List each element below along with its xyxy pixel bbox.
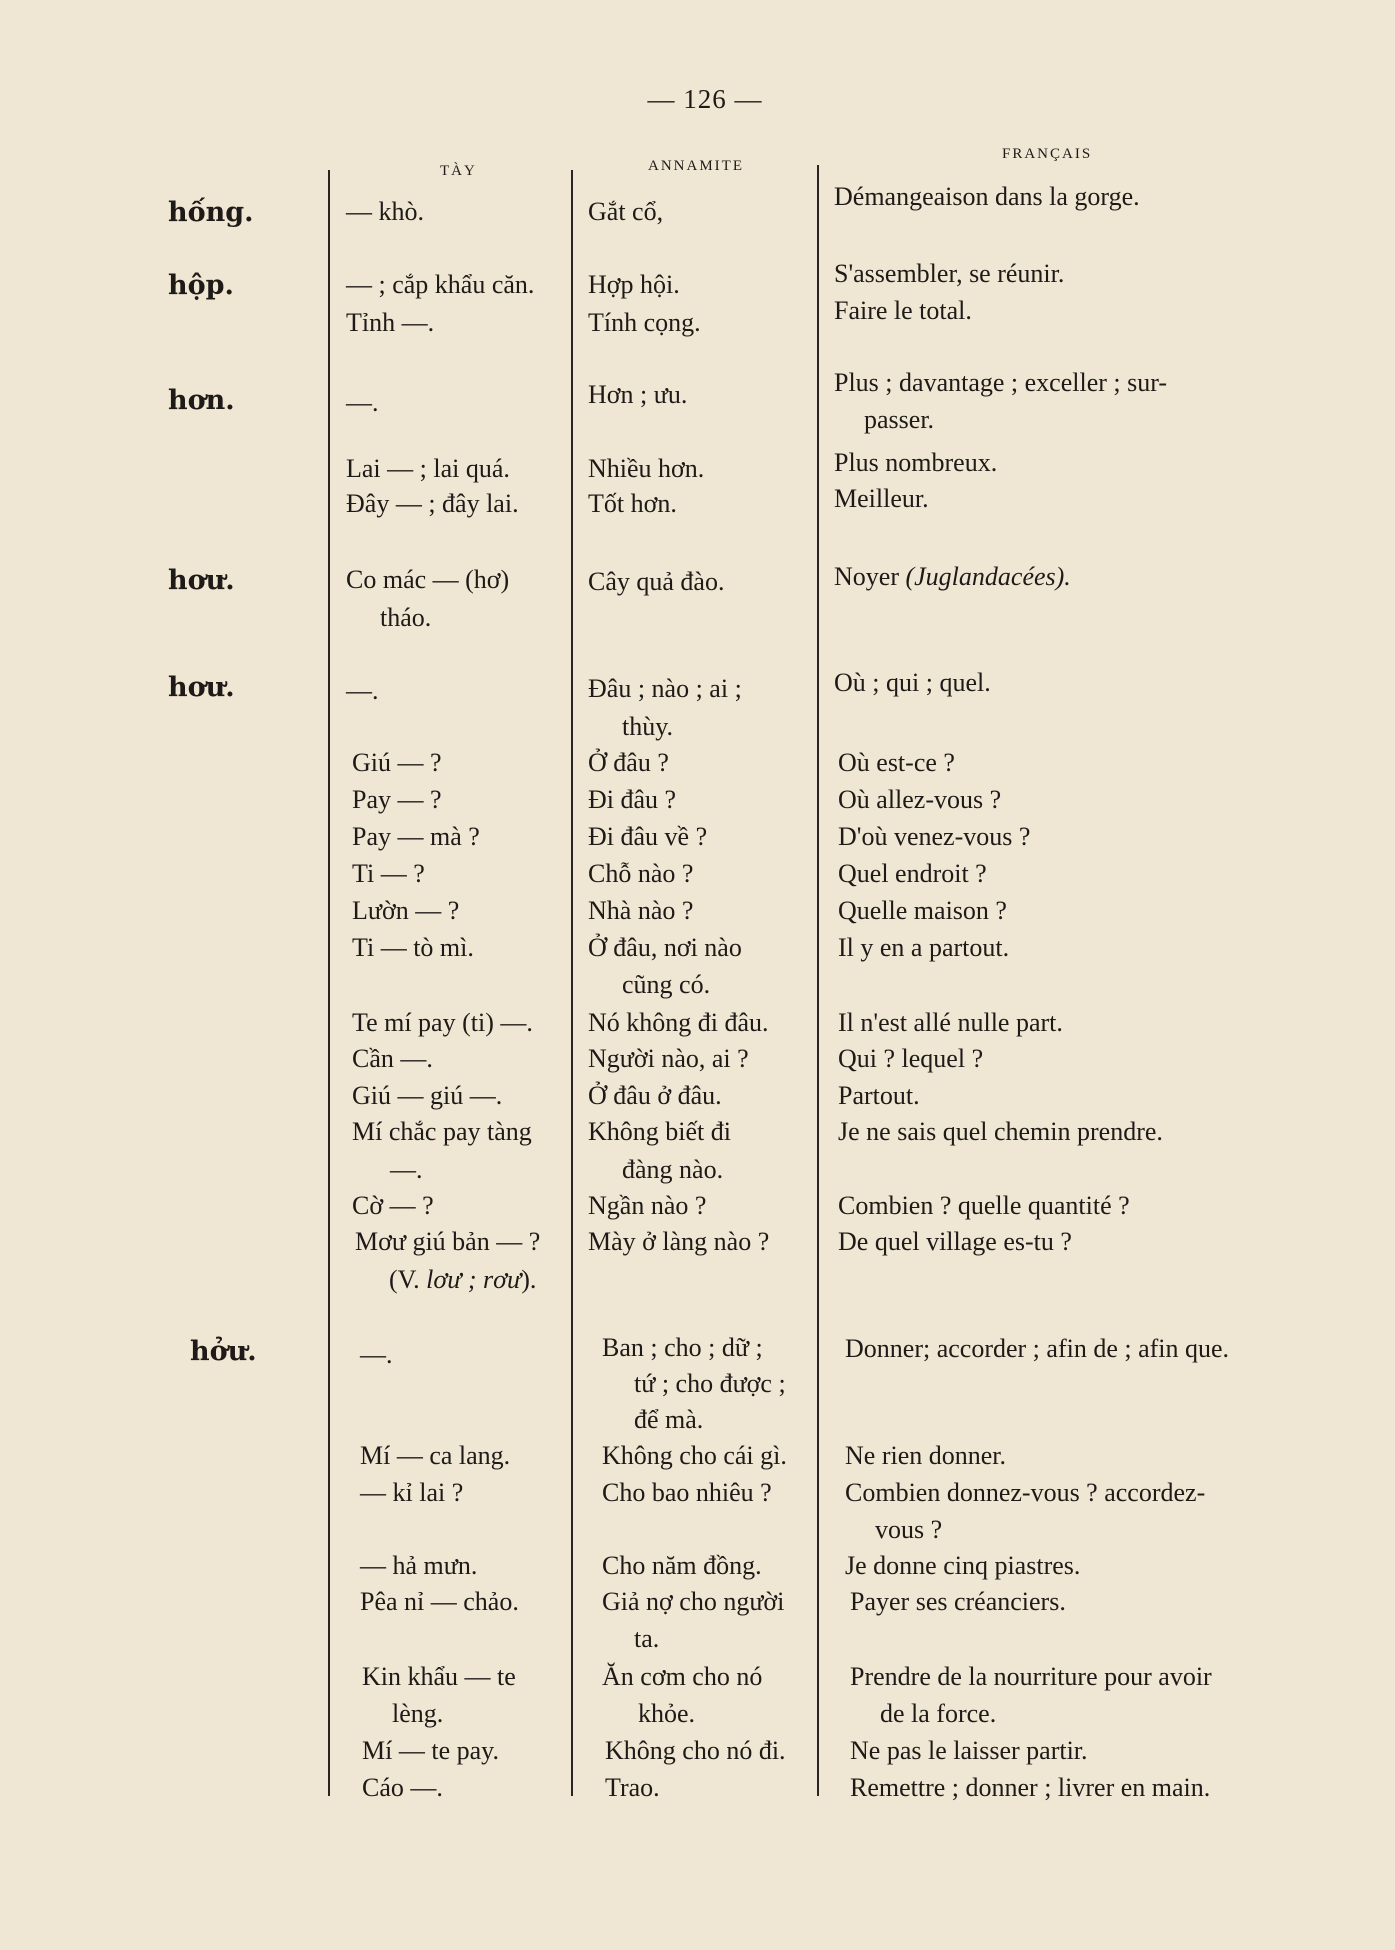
tay-line-continued: [355, 1261, 590, 1299]
column-header-annamite: ANNAMITE: [648, 158, 744, 174]
annamite-cell: Cho năm đồng.: [602, 1551, 762, 1580]
annamite-cell: [588, 1113, 823, 1189]
annamite-line-continued: để mà.: [634, 1405, 704, 1434]
annamite-cell: Người nào, ai ?: [588, 1044, 749, 1073]
tay-cell: Mí — te pay.: [362, 1736, 499, 1765]
tay-line-continued: —.: [390, 1155, 423, 1184]
annamite-cell: Cây quả đào.: [588, 567, 725, 596]
french-cell: Donner; accorder ; afin de ; afin que.: [845, 1334, 1230, 1363]
tay-line: Kin khẩu — te: [362, 1662, 516, 1691]
tay-cell: Đây — ; đây lai.: [346, 489, 519, 518]
french-cell: Quel endroit ?: [838, 859, 987, 888]
headword: hơn.: [168, 385, 235, 416]
french-line: Plus ; davantage ; exceller ; sur-: [834, 368, 1168, 397]
french-cell: Quelle maison ?: [838, 896, 1007, 925]
annamite-line-continued: thùy.: [622, 712, 674, 741]
french-cell: [834, 364, 1304, 438]
annamite-line: Ban ; cho ; dữ ;: [602, 1333, 763, 1362]
headword: hởư.: [190, 1336, 257, 1367]
headword: hống.: [168, 197, 254, 228]
tay-cell: Ti — ?: [352, 859, 425, 888]
french-cell: Remettre ; donner ; livrer en main.: [850, 1773, 1211, 1802]
headword: hơư.: [168, 672, 235, 703]
annamite-line: Giả nợ cho người: [602, 1587, 785, 1616]
annamite-cell: Ở đâu ở đâu.: [588, 1081, 722, 1110]
tay-cell: Lườn — ?: [352, 896, 460, 925]
french-cell: Où est-ce ?: [838, 748, 955, 777]
french-cell: Combien ? quelle quantité ?: [838, 1191, 1130, 1220]
french-cell: Démangeaison dans la gorge.: [834, 182, 1140, 211]
french-cell: Je donne cinq piastres.: [845, 1551, 1081, 1580]
tay-cell: — khò.: [346, 197, 424, 226]
annamite-line: Ăn cơm cho nó: [602, 1662, 763, 1691]
annamite-line-continued: tứ ; cho được ;: [634, 1369, 786, 1398]
french-cell: Où allez-vous ?: [838, 785, 1002, 814]
annamite-cell: Tính cọng.: [588, 308, 701, 337]
tay-cell: —.: [346, 676, 379, 705]
annamite-line-continued: đàng nào.: [622, 1155, 724, 1184]
annamite-cell: Không cho nó đi.: [605, 1736, 786, 1765]
tay-cell: — kỉ lai ?: [360, 1478, 464, 1507]
french-cell: Partout.: [838, 1081, 920, 1110]
french-line: Noyer: [834, 562, 899, 591]
annamite-line-continued: cũng có.: [622, 970, 711, 999]
french-cell: Payer ses créanciers.: [850, 1587, 1066, 1616]
annamite-line: Không biết đi: [588, 1117, 731, 1146]
annamite-line-continued: ta.: [634, 1624, 660, 1653]
tay-cell: Ti — tò mì.: [352, 933, 474, 962]
tay-cell: [355, 1223, 590, 1299]
tay-cell: [346, 561, 581, 637]
french-line-continued: passer.: [864, 405, 935, 434]
french-cell: [834, 558, 1304, 595]
tay-cell: —.: [346, 388, 379, 417]
tay-cell: Cờ — ?: [352, 1191, 434, 1220]
tay-note-italic: lơư ; rơư: [426, 1265, 522, 1294]
headword: hơư.: [168, 565, 235, 596]
annamite-line: Đâu ; nào ; ai ;: [588, 674, 742, 703]
annamite-cell: Không cho cái gì.: [602, 1441, 787, 1470]
annamite-cell: Gắt cổ,: [588, 197, 664, 226]
french-cell: Il y en a partout.: [838, 933, 1010, 962]
french-cell: Faire le total.: [834, 296, 972, 325]
headword: hộp.: [168, 270, 234, 301]
french-cell: S'assembler, se réunir.: [834, 259, 1065, 288]
annamite-cell: [602, 1658, 837, 1732]
annamite-cell: [588, 670, 823, 746]
french-cell: Ne rien donner.: [845, 1441, 1007, 1470]
tay-note-open: (V.: [389, 1265, 427, 1294]
french-line-continued: de la force.: [880, 1699, 997, 1728]
annamite-cell: Đi đâu ?: [588, 785, 677, 814]
tay-cell: Giú — ?: [352, 748, 442, 777]
tay-cell: Mí — ca lang.: [360, 1441, 511, 1470]
annamite-cell: Nhiều hơn.: [588, 454, 705, 483]
tay-line: Mơư giú bản — ?: [355, 1227, 541, 1256]
french-cell: [850, 1658, 1320, 1732]
annamite-line: Ở đâu, nơi nào: [588, 933, 742, 962]
tay-cell: [352, 1113, 587, 1189]
french-line: Combien donnez-vous ? accordez-: [845, 1478, 1206, 1507]
annamite-cell: Hơn ; ưu.: [588, 380, 688, 409]
column-header-francais: FRANÇAIS: [1002, 146, 1093, 162]
french-italic: (Juglandacées).: [905, 562, 1071, 591]
tay-cell: Cáo —.: [362, 1773, 443, 1802]
annamite-cell: Tốt hơn.: [588, 489, 677, 518]
tay-line-continued: tháo.: [380, 603, 432, 632]
tay-cell: [362, 1658, 597, 1732]
french-cell: Où ; qui ; quel.: [834, 668, 991, 697]
annamite-line-continued: khỏe.: [638, 1699, 696, 1728]
tay-line-continued: lèng.: [392, 1699, 444, 1728]
tay-line: Mí chắc pay tàng: [352, 1117, 532, 1146]
french-line: Prendre de la nourriture pour avoir: [850, 1662, 1212, 1691]
tay-cell: Tỉnh —.: [346, 308, 435, 337]
annamite-cell: Trao.: [605, 1773, 660, 1802]
annamite-cell: [588, 929, 823, 1003]
french-cell: Plus nombreux.: [834, 448, 998, 477]
french-cell: Je ne sais quel chemin prendre.: [838, 1117, 1163, 1146]
tay-cell: — hả mưn.: [360, 1551, 478, 1580]
french-cell: Ne pas le laisser partir.: [850, 1736, 1088, 1765]
tay-cell: — ; cắp khẩu căn.: [346, 270, 535, 299]
annamite-cell: Nhà nào ?: [588, 896, 694, 925]
french-cell: Il n'est allé nulle part.: [838, 1008, 1063, 1037]
french-cell: Qui ? lequel ?: [838, 1044, 984, 1073]
annamite-cell: Ở đâu ?: [588, 748, 669, 777]
annamite-cell: Cho bao nhiêu ?: [602, 1478, 772, 1507]
annamite-cell: Đi đâu về ?: [588, 822, 708, 851]
tay-cell: Te mí pay (ti) —.: [352, 1008, 533, 1037]
annamite-cell: Nó không đi đâu.: [588, 1008, 769, 1037]
french-cell: [845, 1474, 1315, 1548]
tay-line: Co mác — (hơ): [346, 565, 510, 594]
french-line-continued: vous ?: [875, 1515, 943, 1544]
tay-cell: Cần —.: [352, 1044, 433, 1073]
annamite-cell: [602, 1330, 837, 1438]
tay-note-close: ).: [521, 1265, 537, 1294]
tay-cell: —.: [360, 1340, 393, 1369]
column-header-tay: TÀY: [440, 163, 477, 179]
tay-cell: Pêa nỉ — chảo.: [360, 1587, 519, 1616]
annamite-cell: Mày ở làng nào ?: [588, 1227, 770, 1256]
annamite-cell: Ngần nào ?: [588, 1191, 707, 1220]
tay-cell: Pay — ?: [352, 785, 442, 814]
page-number: — 126 —: [647, 84, 763, 114]
french-cell: D'où venez-vous ?: [838, 822, 1031, 851]
annamite-cell: Hợp hội.: [588, 270, 680, 299]
tay-cell: Giú — giú —.: [352, 1081, 503, 1110]
column-rule-left: [328, 170, 330, 1796]
annamite-cell: Chỗ nào ?: [588, 859, 694, 888]
tay-cell: Pay — mà ?: [352, 822, 480, 851]
french-cell: De quel village es-tu ?: [838, 1227, 1072, 1256]
annamite-cell: [602, 1583, 837, 1657]
french-cell: Meilleur.: [834, 484, 929, 513]
tay-cell: Lai — ; lai quá.: [346, 454, 510, 483]
